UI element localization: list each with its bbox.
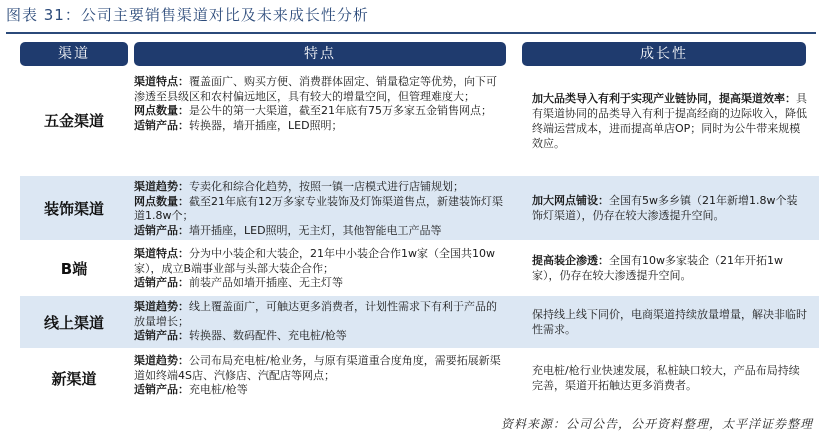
channel-name: B端 xyxy=(60,259,88,278)
header-channel: 渠道 xyxy=(20,42,128,66)
title-divider xyxy=(6,32,816,34)
growth-cell xyxy=(532,296,808,348)
feature-text: 线上覆盖面广，可触达更多消费者，计划性需求下有利于产品的放量增长； xyxy=(134,300,497,328)
feature-text: 覆盖面广、购买方便、消费群体固定、销量稳定等优势，向下可渗透至县级区和农村偏远地区，具有较大的增量空间，但管理难度大； xyxy=(134,75,497,103)
growth-text: 充电桩/枪行业快速发展，私桩缺口较大，产品布局持续完善，渠道开拓触达更多消费者。 xyxy=(532,364,800,392)
channel-name: 线上渠道 xyxy=(43,313,104,332)
feature-text: 是公牛的第一大渠道，截至21年底有75万多家五金销售网点； xyxy=(189,104,492,117)
table-row-b-end xyxy=(20,243,819,293)
feature-label: 渠道特点： xyxy=(134,75,189,88)
feature-text: 充电桩/枪等 xyxy=(189,383,248,396)
feature-label: 适销产品： xyxy=(134,329,189,342)
feature-label: 适销产品： xyxy=(134,383,189,396)
table-row-decoration xyxy=(20,176,819,240)
feature-text: 转换器、数码配件、充电桩/枪等 xyxy=(189,329,347,342)
feature-label: 渠道趋势： xyxy=(134,354,189,367)
table-row-online xyxy=(20,296,819,348)
feature-label: 适销产品： xyxy=(134,223,189,237)
feature-label: 渠道趋势： xyxy=(134,180,189,193)
features-cell xyxy=(134,247,506,291)
source-note: 资料来源：公司公告，公开资料整理，太平洋证券整理 xyxy=(500,417,813,431)
growth-cell xyxy=(532,350,808,406)
feature-label: 网点数量： xyxy=(134,104,189,117)
feature-text: 专卖化和综合化趋势，按照一镇一店模式进行店铺规划； xyxy=(189,180,464,193)
growth-text: 具有渠道协同的品类导入有利于提高经商的边际收入，降低终端运营成本，进而提高单店OP；同时为公牛带来规模效应。 xyxy=(532,91,807,150)
growth-highlight: 提高装企渗透： xyxy=(532,254,609,267)
features-cell xyxy=(134,300,506,344)
growth-text: 全国有10w多家装企（21年开拓1w家），仍存在较大渗透提升空间。 xyxy=(532,254,783,282)
features-cell xyxy=(134,75,506,133)
feature-label: 适销产品： xyxy=(134,118,189,132)
growth-cell xyxy=(532,176,808,240)
channel-name: 新渠道 xyxy=(51,369,97,388)
feature-label: 渠道趋势： xyxy=(134,300,189,313)
features-cell xyxy=(134,180,506,238)
feature-text: 转换器，墙开插座，LED照明； xyxy=(189,118,343,132)
table-row-new-channel xyxy=(20,350,819,406)
header-features: 特点 xyxy=(134,42,506,66)
growth-cell xyxy=(532,243,808,293)
figure-title: 图表 31：公司主要销售渠道对比及未来成长性分析 xyxy=(6,6,369,24)
growth-highlight: 加大品类导入有利于实现产业链协同，提高渠道效率： xyxy=(532,91,796,105)
feature-text: 前装产品如墙开插座、无主灯等 xyxy=(189,276,343,289)
table-row-hardware xyxy=(20,68,819,173)
feature-text: 分为中小装企和大装企，21年中小装企合作1w家（全国共10w家），成立B端事业部与头部大装企合作； xyxy=(134,247,495,275)
channel-name: 五金渠道 xyxy=(43,112,104,130)
feature-text: 截至21年底有12万多家专业装饰及灯饰渠道售点，新建装饰灯渠道1.8w个； xyxy=(134,194,503,222)
growth-highlight: 加大网点铺设： xyxy=(532,194,609,207)
feature-label: 网点数量： xyxy=(134,194,189,208)
feature-text: 墙开插座，LED照明，无主灯，其他智能电工产品等 xyxy=(189,223,442,237)
feature-label: 适销产品： xyxy=(134,276,189,289)
features-cell xyxy=(134,354,506,398)
growth-text: 保持线上线下同价，电商渠道持续放量增量，解决非临时性需求。 xyxy=(532,308,807,336)
feature-text: 公司布局充电桩/枪业务，与原有渠道重合度角度，需要拓展新渠道如终端4S店、汽修店、汽配店等网点； xyxy=(134,354,501,382)
growth-text: 全国有5w多乡镇（21年新增1.8w个装饰灯渠道），仍存在较大渗透提升空间。 xyxy=(532,194,798,222)
channel-name: 装饰渠道 xyxy=(43,199,104,218)
feature-label: 渠道特点： xyxy=(134,247,189,260)
header-growth: 成长性 xyxy=(522,42,806,66)
growth-cell xyxy=(532,68,808,173)
